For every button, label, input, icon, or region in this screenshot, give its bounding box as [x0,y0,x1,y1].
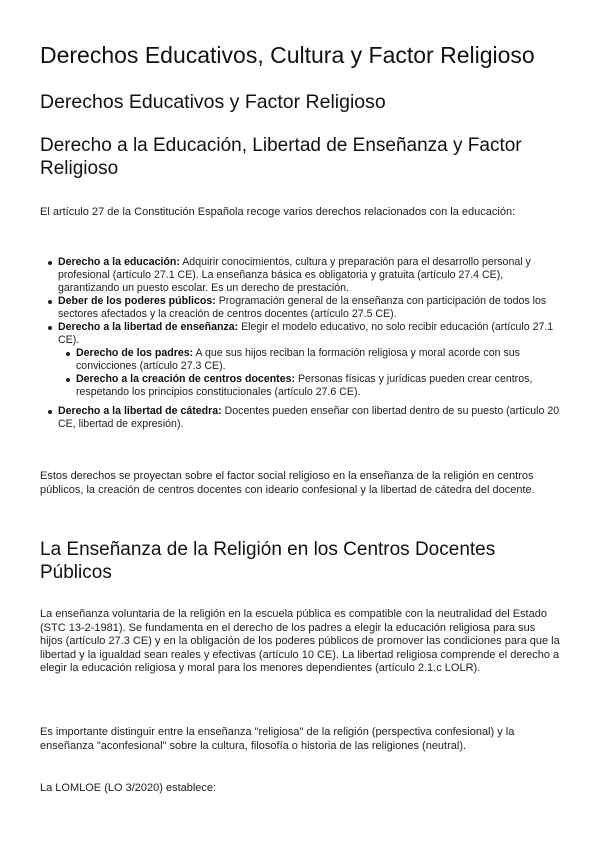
section-heading-derecho-educacion: Derecho a la Educación, Libertad de Enseñanza y Factor Religioso [40,135,522,179]
list-item: Derecho a la libertad de cátedra: Docentes pueden enseñar con libertad dentro de su puesto (artículo 20 CE, libertad de expresión). [40,405,560,431]
sub-list [58,347,560,399]
document-subtitle: Derechos Educativos y Factor Religioso [40,91,386,113]
list-item: Derecho a la libertad de enseñanza: Elegir el modelo educativo, no solo recibir educación (artículo 27.1 CE). Derecho de los padres: A que sus hijos reciban la formación religiosa y moral acorde con sus convicciones (artículo 27.3 CE). Derecho a la creación de centros docentes: Personas físicas y jurídicas pueden crear centros, respetando los principios constitucionales (artículo 27.6 CE). [40,321,560,399]
section2-paragraph-1: La enseñanza voluntaria de la religión en la escuela pública es compatible con la neutralidad del Estado (STC 13-2-1981). Se fundamenta en el derecho de los padres a elegir la educación religiosa para sus hijos (artículo 27.3 CE) y en la obligación de los poderes públicos de promover las condiciones para que la libertad y la igualdad sean reales y efectivas (artículo 10 CE). La libertad religiosa comprende el derecho a elegir la educación religiosa y moral para los menores dependientes (artículo 2.1.c LOLR). [40,608,560,674]
section2-paragraph-2: Es importante distinguir entre la enseñanza "religiosa" de la religión (perspectiva confesional) y la enseñanza "aconfesional" sobre la cultura, filosofía o historia de las religiones (neutral). [40,726,515,752]
section1-intro: El artículo 27 de la Constitución Española recoge varios derechos relacionados con la educación: [40,206,516,218]
rights-list [40,256,560,431]
section1-closing: Estos derechos se proyectan sobre el factor social religioso en la enseñanza de la religión en centros públicos, la creación de centros docentes con ideario confesional y la libertad de cátedra del docente. [40,470,535,496]
list-item: Derecho a la educación: Adquirir conocimientos, cultura y preparación para el desarrollo personal y profesional (artículo 27.1 CE). La enseñanza básica es obligatoria y gratuita (artículo 27.4 CE), garantizando un puesto escolar. Es un derecho de prestación. [40,256,560,295]
sub-list-item: Derecho a la creación de centros docentes: Personas físicas y jurídicas pueden crear centros, respetando los principios constitucionales (artículo 27.6 CE). [58,373,560,399]
section-heading-ensenanza-religion: La Enseñanza de la Religión en los Centros Docentes Públicos [40,539,496,583]
sub-list-item: Derecho de los padres: A que sus hijos reciban la formación religiosa y moral acorde con sus convicciones (artículo 27.3 CE). [58,347,560,373]
document-title: Derechos Educativos, Cultura y Factor Religioso [40,42,535,68]
section2-paragraph-3: La LOMLOE (LO 3/2020) establece: [40,782,217,794]
list-item: Deber de los poderes públicos: Programación general de la enseñanza con participación de todos los sectores afectados y la creación de centros docentes (artículo 27.5 CE). [40,295,560,321]
